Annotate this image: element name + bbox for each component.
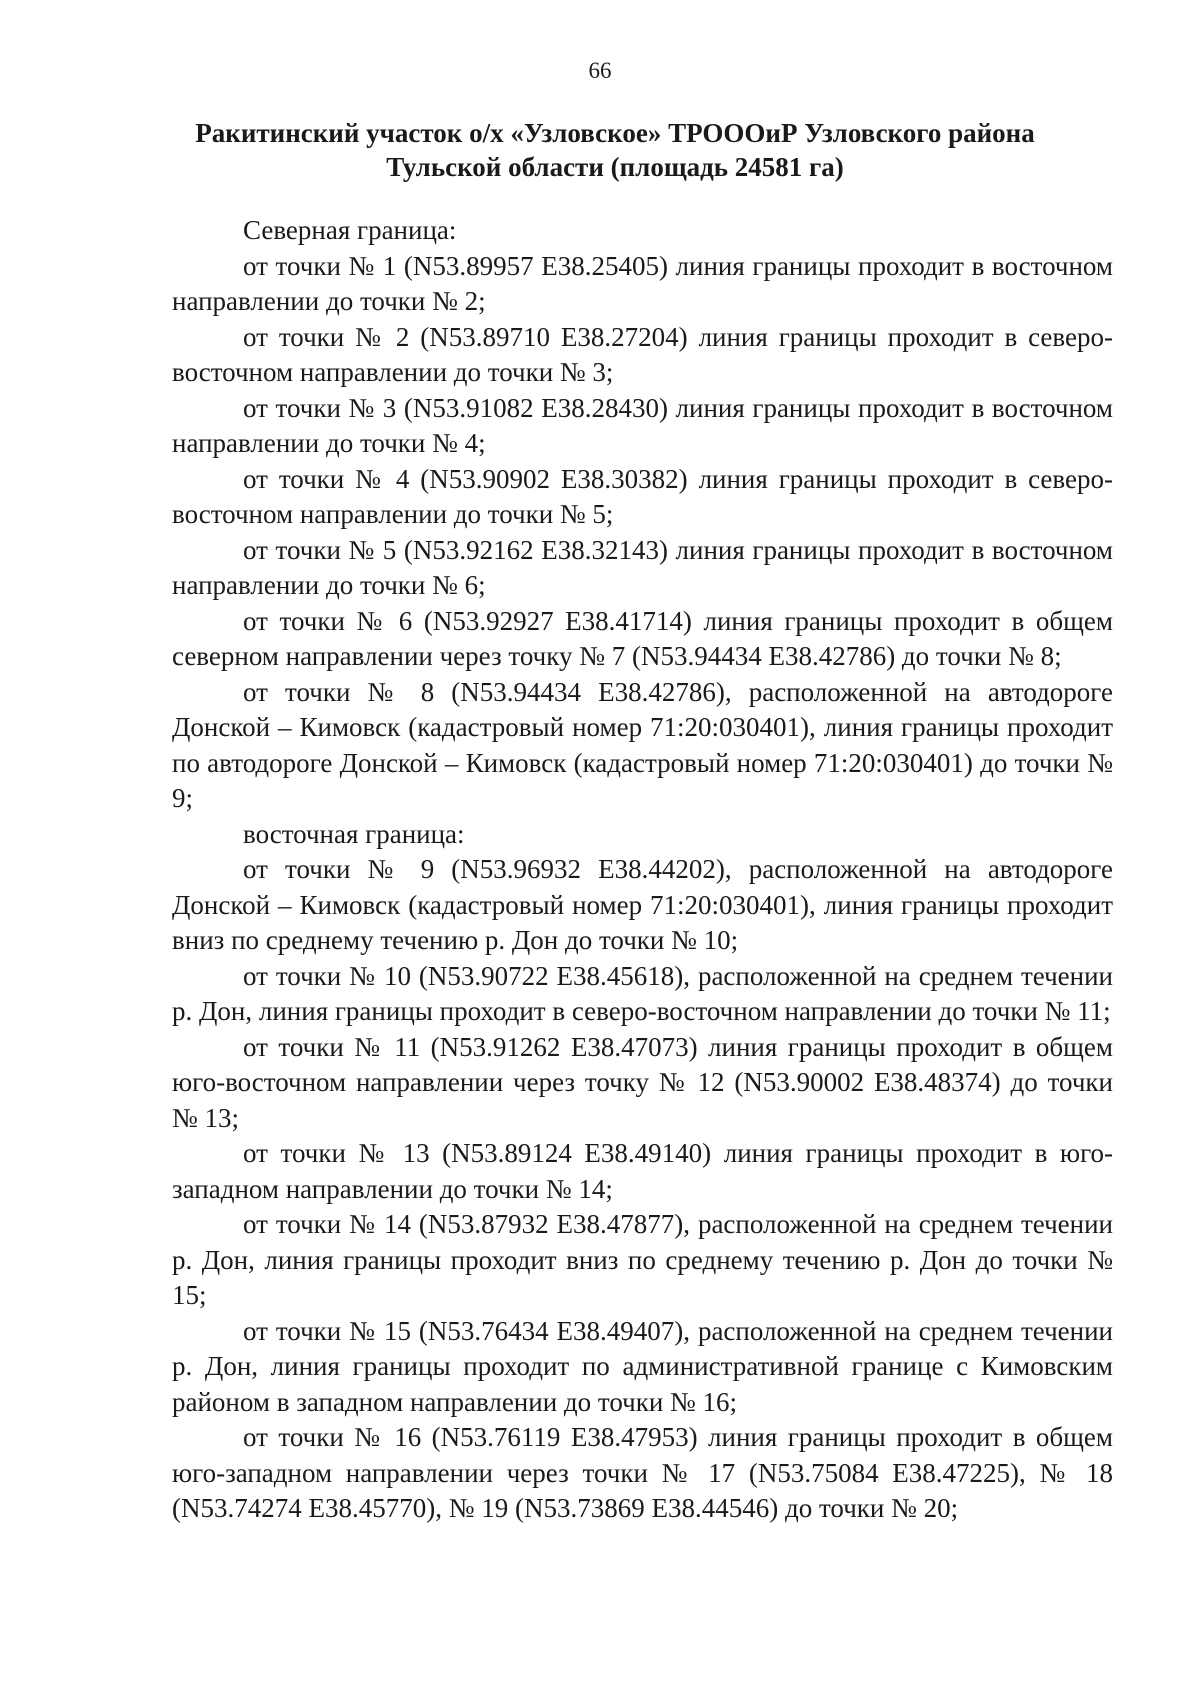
section-heading-east: восточная граница: xyxy=(243,818,465,849)
boundary-paragraph: от точки № 16 (N53.76119 E38.47953) линия границы проходит в общем юго-западном направлении через точки № 17 (N53.75084 E38.47225), № 18 (N53.74274 E38.45770), № 19 (N53.73869 E38.44546) до точки № 20; xyxy=(172,1422,1113,1523)
boundary-paragraph: от точки № 6 (N53.92927 E38.41714) линия границы проходит в общем северном направлении через точку № 7 (N53.94434 E38.42786) до точки № 8; xyxy=(172,605,1113,671)
boundary-paragraph: от точки № 3 (N53.91082 E38.28430) линия границы проходит в восточном направлении до точки № 4; xyxy=(172,392,1113,458)
boundary-paragraph: от точки № 13 (N53.89124 E38.49140) линия границы проходит в юго-западном направлении до точки № 14; xyxy=(172,1138,1113,1204)
section-heading-north: Северная граница: xyxy=(243,215,457,245)
page-number: 66 xyxy=(588,58,612,83)
boundary-paragraph: от точки № 10 (N53.90722 E38.45618), расположенной на среднем течении р. Дон, линия границы проходит в северо-восточном направлении до точки № 11; xyxy=(172,960,1113,1026)
title-line-1: Ракитинский участок о/х «Узловское» ТРОООиР Узловского района xyxy=(195,118,1035,148)
title-line-2: Тульской области (площадь 24581 га) xyxy=(386,152,844,182)
boundary-paragraph: от точки № 11 (N53.91262 E38.47073) линия границы проходит в общем юго-восточном направлении через точку № 12 (N53.90002 E38.48374) до точки № 13; xyxy=(172,1031,1113,1133)
boundary-paragraph: от точки № 14 (N53.87932 E38.47877), расположенной на среднем течении р. Дон, линия границы проходит вниз по среднему течению р. Дон до точки № 15; xyxy=(172,1209,1113,1310)
boundary-paragraph: от точки № 15 (N53.76434 E38.49407), расположенной на среднем течении р. Дон, линия границы проходит по административной границе с Кимовским районом в западном направлении до точки № 16; xyxy=(172,1315,1113,1417)
boundary-paragraph: от точки № 1 (N53.89957 E38.25405) линия границы проходит в восточном направлении до точки № 2; xyxy=(172,250,1113,316)
boundary-paragraph: от точки № 8 (N53.94434 E38.42786), расположенной на автодороге Донской – Кимовск (кадастровый номер 71:20:030401), линия границы проходит по автодороге Донской – Кимовск (кадастровый номер 71:20:030401) до точки № 9; xyxy=(172,676,1113,813)
boundary-paragraph: от точки № 4 (N53.90902 E38.30382) линия границы проходит в северо-восточном направлении до точки № 5; xyxy=(172,463,1113,529)
boundary-paragraph: от точки № 9 (N53.96932 E38.44202), расположенной на автодороге Донской – Кимовск (кадастровый номер 71:20:030401), линия границы проходит вниз по среднему течению р. Дон до точки № 10; xyxy=(172,854,1113,955)
document-body xyxy=(172,213,1113,1527)
boundary-paragraph: от точки № 5 (N53.92162 E38.32143) линия границы проходит в восточном направлении до точки № 6; xyxy=(172,534,1113,600)
document-title xyxy=(150,116,1080,184)
boundary-paragraph: от точки № 2 (N53.89710 E38.27204) линия границы проходит в северо-восточном направлении до точки № 3; xyxy=(172,321,1113,387)
